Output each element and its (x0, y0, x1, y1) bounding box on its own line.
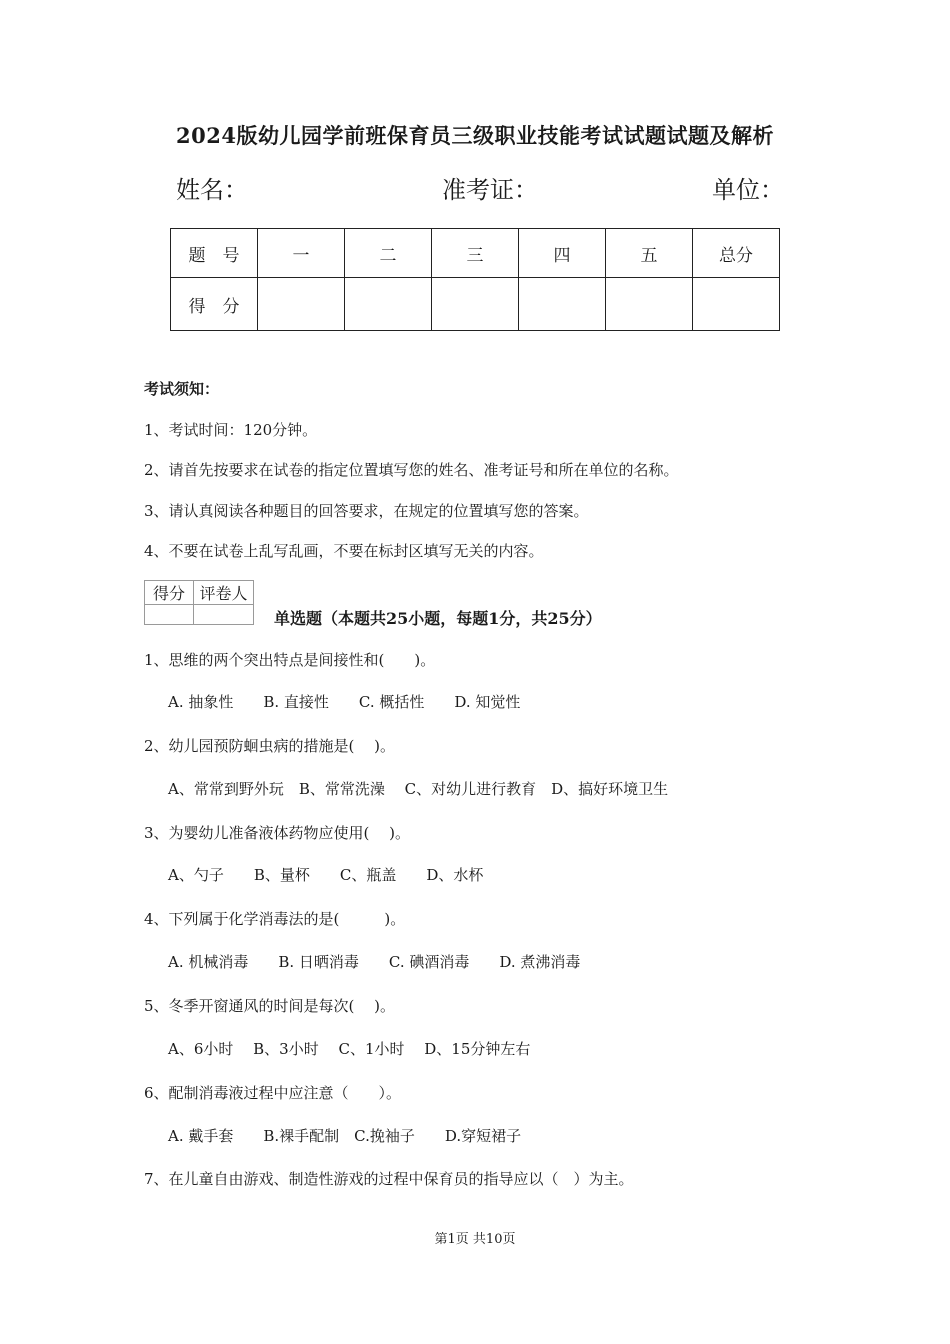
name-label: 姓名： (176, 176, 248, 204)
question-text: 7、在儿童自由游戏、制造性游戏的过程中保育员的指导应以（ ）为主。 (144, 1170, 634, 1188)
question-text: 1、思维的两个突出特点是间接性和( )。 (144, 651, 436, 669)
score-header-cell: 题 号 (171, 229, 258, 278)
grader-score-label: 得分 (145, 581, 194, 605)
grader-name-cell[interactable] (194, 605, 254, 625)
question-options: A、常常到野外玩 B、常常洗澡 C、对幼儿进行教育 D、搞好环境卫生 (168, 780, 669, 798)
notice-heading: 考试须知： (144, 380, 220, 398)
score-cell[interactable] (432, 278, 519, 331)
page-footer: 第1页 共10页 (434, 1232, 516, 1247)
unit-label: 单位： (712, 176, 784, 204)
question-text: 3、为婴幼儿准备液体药物应使用( )。 (144, 824, 411, 842)
grader-score-cell[interactable] (145, 605, 194, 625)
score-header-cell: 总分 (693, 229, 780, 278)
question-options: A. 机械消毒 B. 日晒消毒 C. 碘酒消毒 D. 煮沸消毒 (168, 953, 581, 971)
score-table-header-row (171, 229, 780, 278)
score-table-score-row (171, 278, 780, 331)
question-text: 4、下列属于化学消毒法的是( )。 (144, 910, 406, 928)
grader-name-label: 评卷人 (194, 581, 254, 605)
notice-item: 4、不要在试卷上乱写乱画，不要在标封区填写无关的内容。 (144, 542, 544, 560)
score-cell[interactable] (258, 278, 345, 331)
notice-item: 1、考试时间：120分钟。 (144, 421, 318, 439)
exam-id-label: 准考证： (442, 176, 538, 204)
score-cell[interactable] (693, 278, 780, 331)
score-cell[interactable] (519, 278, 606, 331)
question-options: A. 抽象性 B. 直接性 C. 概括性 D. 知觉性 (168, 693, 521, 711)
question-text: 6、配制消毒液过程中应注意（ ）。 (144, 1084, 402, 1102)
question-text: 5、冬季开窗通风的时间是每次( )。 (144, 997, 396, 1015)
score-header-cell: 二 (345, 229, 432, 278)
score-table (170, 228, 780, 331)
grader-box (144, 580, 254, 625)
document-title: 2024版幼儿园学前班保育员三级职业技能考试试题试题及解析 (176, 123, 774, 148)
question-text: 2、幼儿园预防蛔虫病的措施是( )。 (144, 737, 396, 755)
question-options: A. 戴手套 B.裸手配制 C.挽袖子 D.穿短裙子 (168, 1127, 522, 1145)
score-header-cell: 一 (258, 229, 345, 278)
notice-item: 2、请首先按要求在试卷的指定位置填写您的姓名、准考证号和所在单位的名称。 (144, 461, 679, 479)
question-options: A、6小时 B、3小时 C、1小时 D、15分钟左右 (168, 1040, 531, 1058)
score-row-label: 得 分 (171, 278, 258, 331)
score-header-cell: 五 (606, 229, 693, 278)
question-options: A、勺子 B、量杯 C、瓶盖 D、水杯 (168, 866, 484, 884)
score-cell[interactable] (606, 278, 693, 331)
notice-item: 3、请认真阅读各种题目的回答要求，在规定的位置填写您的答案。 (144, 502, 589, 520)
section-title: 单选题（本题共25小题，每题1分，共25分） (274, 609, 602, 628)
score-header-cell: 四 (519, 229, 606, 278)
score-header-cell: 三 (432, 229, 519, 278)
score-cell[interactable] (345, 278, 432, 331)
